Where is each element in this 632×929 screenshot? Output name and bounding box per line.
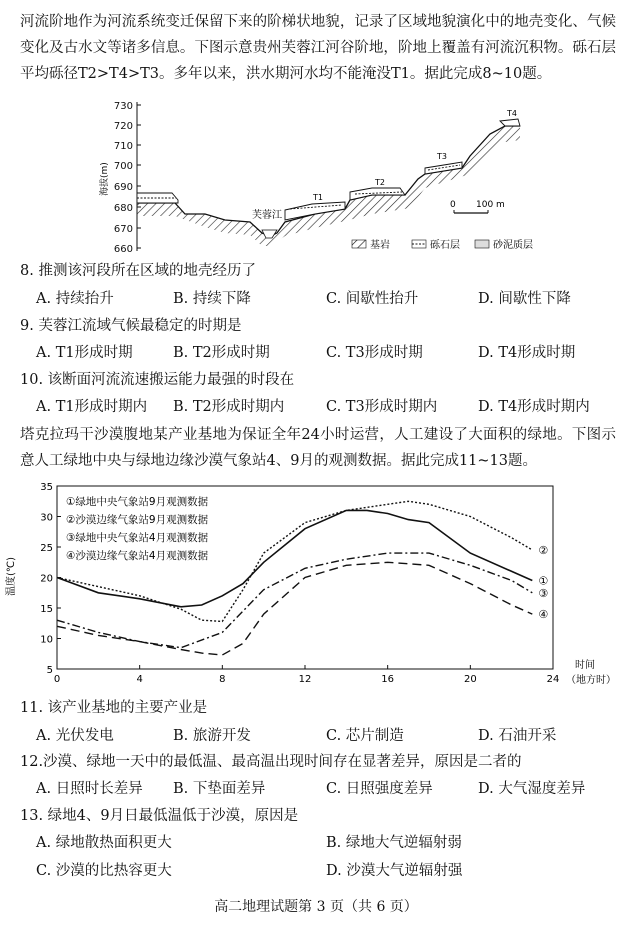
q12-option-a[interactable]: A. 日照时长差异 (36, 781, 143, 797)
q8-option-b[interactable]: B. 持续下降 (173, 291, 251, 307)
legend-gravel: 砾石层 (430, 240, 460, 251)
q11-option-a[interactable]: A. 光伏发电 (36, 728, 114, 744)
series-line (57, 562, 532, 655)
terrace-label-t2: T2 (375, 178, 385, 187)
page-footer: 高二地理试题第 3 页（共 6 页） (214, 899, 418, 915)
y-tick-label: 5 (46, 665, 53, 676)
terrace-legend (352, 238, 533, 251)
legend-sand-mud: 砂泥质层 (493, 240, 533, 251)
q10-option-c[interactable]: C. T3形成时期内 (326, 399, 438, 415)
y-tick-label: 10 (40, 634, 53, 646)
q10-option-b[interactable]: B. T2形成时期内 (173, 399, 285, 415)
y-tick-label: 20 (40, 573, 53, 585)
x-tick-label: 24 (546, 674, 560, 685)
y-tick-label: 700 (113, 161, 133, 172)
terrace-label-t4: T4 (507, 109, 517, 118)
chart-legend (66, 495, 209, 562)
question-11-stem: 11. 该产业基地的主要产业是 (20, 700, 208, 716)
x-tick-label: 8 (219, 674, 226, 685)
legend-item: ④沙漠边缘气象站4月观测数据 (66, 550, 209, 562)
q9-option-c[interactable]: C. T3形成时期 (326, 345, 423, 361)
temperature-line-chart (0, 478, 632, 693)
question-8-stem: 8. 推测该河段所在区域的地壳经历了 (20, 263, 256, 279)
x-tick-label: 0 (53, 674, 61, 685)
y-tick-label: 15 (40, 604, 53, 615)
y-tick-label: 730 (113, 101, 133, 112)
q13-option-c[interactable]: C. 沙漠的比热容更大 (36, 863, 172, 879)
terrace-profile-figure (0, 96, 632, 256)
series-line (57, 553, 532, 648)
terrace-label-t1: T1 (313, 193, 323, 202)
q12-option-b[interactable]: B. 下垫面差异 (173, 781, 266, 797)
y-tick-label: 660 (113, 244, 133, 255)
q11-option-c[interactable]: C. 芯片制造 (326, 728, 404, 744)
y-tick-label: 30 (40, 512, 53, 524)
legend-item: ②沙漠边缘气象站9月观测数据 (66, 514, 209, 526)
y-tick-label: 680 (113, 203, 133, 214)
y-tick-label: 710 (113, 141, 133, 152)
y-tick-label: 690 (113, 182, 133, 193)
passage-terraces: 河流阶地作为河流系统变迁保留下来的阶梯状地貌，记录了区域地貌演化中的地壳变化、气候变化及古水文等诸多信息。下图示意贵州芙蓉江河谷阶地，阶地上覆盖有河流沉积物。砾石层平均砾径T2>T4>T3。多年以来，洪水期河水均不能淹没T1。据此完成8~10题。 (20, 14, 616, 82)
q11-option-d[interactable]: D. 石油开采 (478, 728, 557, 744)
chart-x-axis-label: 时间 (575, 660, 595, 671)
chart-y-axis-label: 温度(℃) (6, 556, 17, 596)
q10-option-d[interactable]: D. T4形成时期内 (478, 399, 590, 415)
question-13-stem: 13. 绿地4、9月日最低温低于沙漠，原因是 (20, 808, 299, 824)
question-10-stem: 10. 该断面河流流速搬运能力最强的时段在 (20, 372, 295, 388)
q8-option-a[interactable]: A. 持续抬升 (36, 291, 114, 307)
scale-length: 100 m (476, 200, 505, 210)
river-label: 芙蓉江 (252, 210, 282, 221)
q13-option-d[interactable]: D. 沙漠大气逆辐射强 (326, 863, 463, 879)
x-tick-label: 4 (136, 674, 143, 685)
x-tick-label: 20 (463, 674, 477, 685)
scale-zero: 0 (450, 200, 456, 210)
q8-option-d[interactable]: D. 间歇性下降 (478, 291, 571, 307)
legend-item: ①绿地中央气象站9月观测数据 (66, 496, 209, 508)
passage-desert-greenland: 塔克拉玛干沙漠腹地某产业基地为保证全年24小时运营，人工建设了大面积的绿地。下图示意人工绿地中央与绿地边缘沙漠气象站4、9月的观测数据。据此完成11~13题。 (20, 427, 616, 469)
y-tick-label: 35 (40, 482, 53, 493)
y-tick-label: 720 (113, 121, 133, 132)
series-end-label: ③ (538, 586, 549, 600)
q10-option-a[interactable]: A. T1形成时期内 (36, 399, 148, 415)
q13-option-b[interactable]: B. 绿地大气逆辐射弱 (326, 835, 462, 851)
series-end-label: ② (538, 544, 549, 558)
x-tick-label: 12 (298, 674, 312, 685)
question-9-stem: 9. 芙蓉江流域气候最稳定的时期是 (20, 318, 242, 334)
q9-option-b[interactable]: B. T2形成时期 (173, 345, 270, 361)
series-end-label: ④ (538, 608, 549, 622)
q8-option-c[interactable]: C. 间歇性抬升 (326, 291, 419, 307)
q13-option-a[interactable]: A. 绿地散热面积更大 (36, 835, 172, 851)
legend-item: ③绿地中央气象站4月观测数据 (66, 532, 209, 544)
x-tick-label: 16 (381, 674, 395, 685)
y-tick-label: 25 (40, 543, 53, 554)
q12-option-d[interactable]: D. 大气湿度差异 (478, 781, 586, 797)
legend-bedrock: 基岩 (370, 240, 390, 251)
chart-x-axis-unit: （地方时） (566, 675, 616, 686)
terrace-label-t3: T3 (437, 152, 447, 161)
q12-option-c[interactable]: C. 日照强度差异 (326, 781, 433, 797)
q9-option-a[interactable]: A. T1形成时期 (36, 345, 133, 361)
y-axis-label: 海拔(m) (100, 162, 110, 196)
q9-option-d[interactable]: D. T4形成时期 (478, 345, 576, 361)
q11-option-b[interactable]: B. 旅游开发 (173, 728, 251, 744)
y-tick-label: 670 (113, 224, 133, 235)
question-12-stem: 12.沙漠、绿地一天中的最低温、最高温出现时间存在显著差异，原因是二者的 (20, 754, 522, 770)
series-end-label: ① (538, 574, 549, 588)
